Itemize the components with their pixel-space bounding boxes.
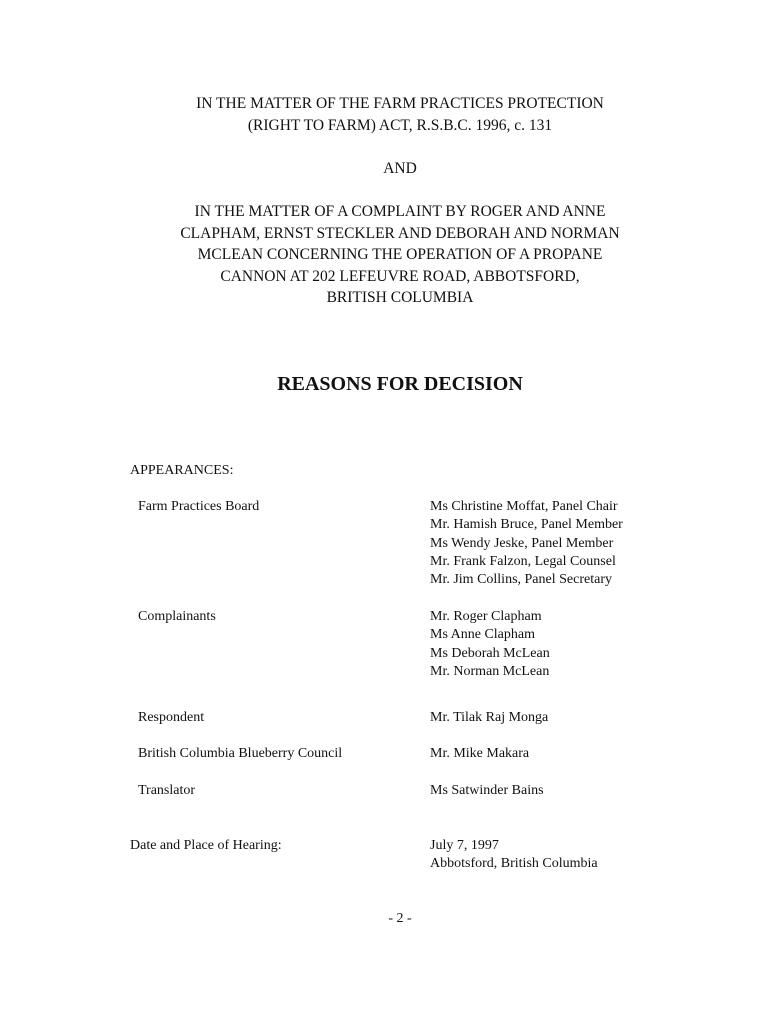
heading-line: IN THE MATTER OF THE FARM PRACTICES PROTECTION (196, 95, 604, 112)
party-label-translator: Translator (138, 783, 196, 798)
person-name: Mr. Norman McLean (430, 663, 550, 679)
heading-line: BRITISH COLUMBIA (326, 289, 474, 306)
party-label-council: British Columbia Blueberry Council (138, 746, 343, 761)
heading-line: CANNON AT 202 LEFEUVRE ROAD, ABBOTSFORD, (220, 267, 580, 285)
party-names-complainants (430, 608, 550, 681)
heading-line: IN THE MATTER OF A COMPLAINT BY ROGER AND ANNE (194, 203, 606, 220)
heading-line: MCLEAN CONCERNING THE OPERATION OF A PROPANE (197, 246, 603, 263)
heading-line: CLAPHAM, ERNST STECKLER AND DEBORAH AND NORMAN (180, 224, 620, 242)
heading-line: (RIGHT TO FARM) ACT, R.S.B.C. 1996, c. 131 (247, 116, 553, 134)
appearances-label: APPEARANCES: (130, 463, 234, 478)
complaint-heading (100, 201, 700, 309)
matter-heading (100, 93, 700, 136)
conjunction-line: AND (383, 160, 417, 177)
hearing-details (430, 837, 598, 874)
person-name: Mr. Jim Collins, Panel Secretary (430, 572, 612, 588)
person-name: Mr. Mike Makara (430, 746, 530, 761)
party-names-board (430, 498, 623, 589)
party-label-respondent: Respondent (138, 710, 205, 725)
person-name: Mr. Hamish Bruce, Panel Member (430, 517, 623, 533)
hearing-place: Abbotsford, British Columbia (430, 856, 598, 872)
person-name: Ms Deborah McLean (430, 645, 550, 661)
person-name: Mr. Tilak Raj Monga (430, 710, 549, 725)
page-number: - 2 - (388, 911, 412, 926)
party-label-complainants: Complainants (138, 609, 216, 624)
party-label-board: Farm Practices Board (138, 499, 260, 514)
person-name: Ms Christine Moffat, Panel Chair (430, 499, 618, 514)
party-names-respondent (430, 709, 548, 727)
person-name: Mr. Roger Clapham (430, 609, 542, 624)
party-names-council (430, 745, 529, 763)
person-name: Ms Wendy Jeske, Panel Member (430, 535, 614, 551)
person-name: Ms Satwinder Bains (430, 783, 544, 798)
person-name: Mr. Frank Falzon, Legal Counsel (430, 553, 616, 569)
person-name: Ms Anne Clapham (430, 627, 535, 643)
hearing-date: July 7, 1997 (430, 838, 499, 853)
hearing-label: Date and Place of Hearing: (130, 838, 282, 853)
party-names-translator (430, 782, 544, 800)
document-title: REASONS FOR DECISION (277, 373, 523, 395)
